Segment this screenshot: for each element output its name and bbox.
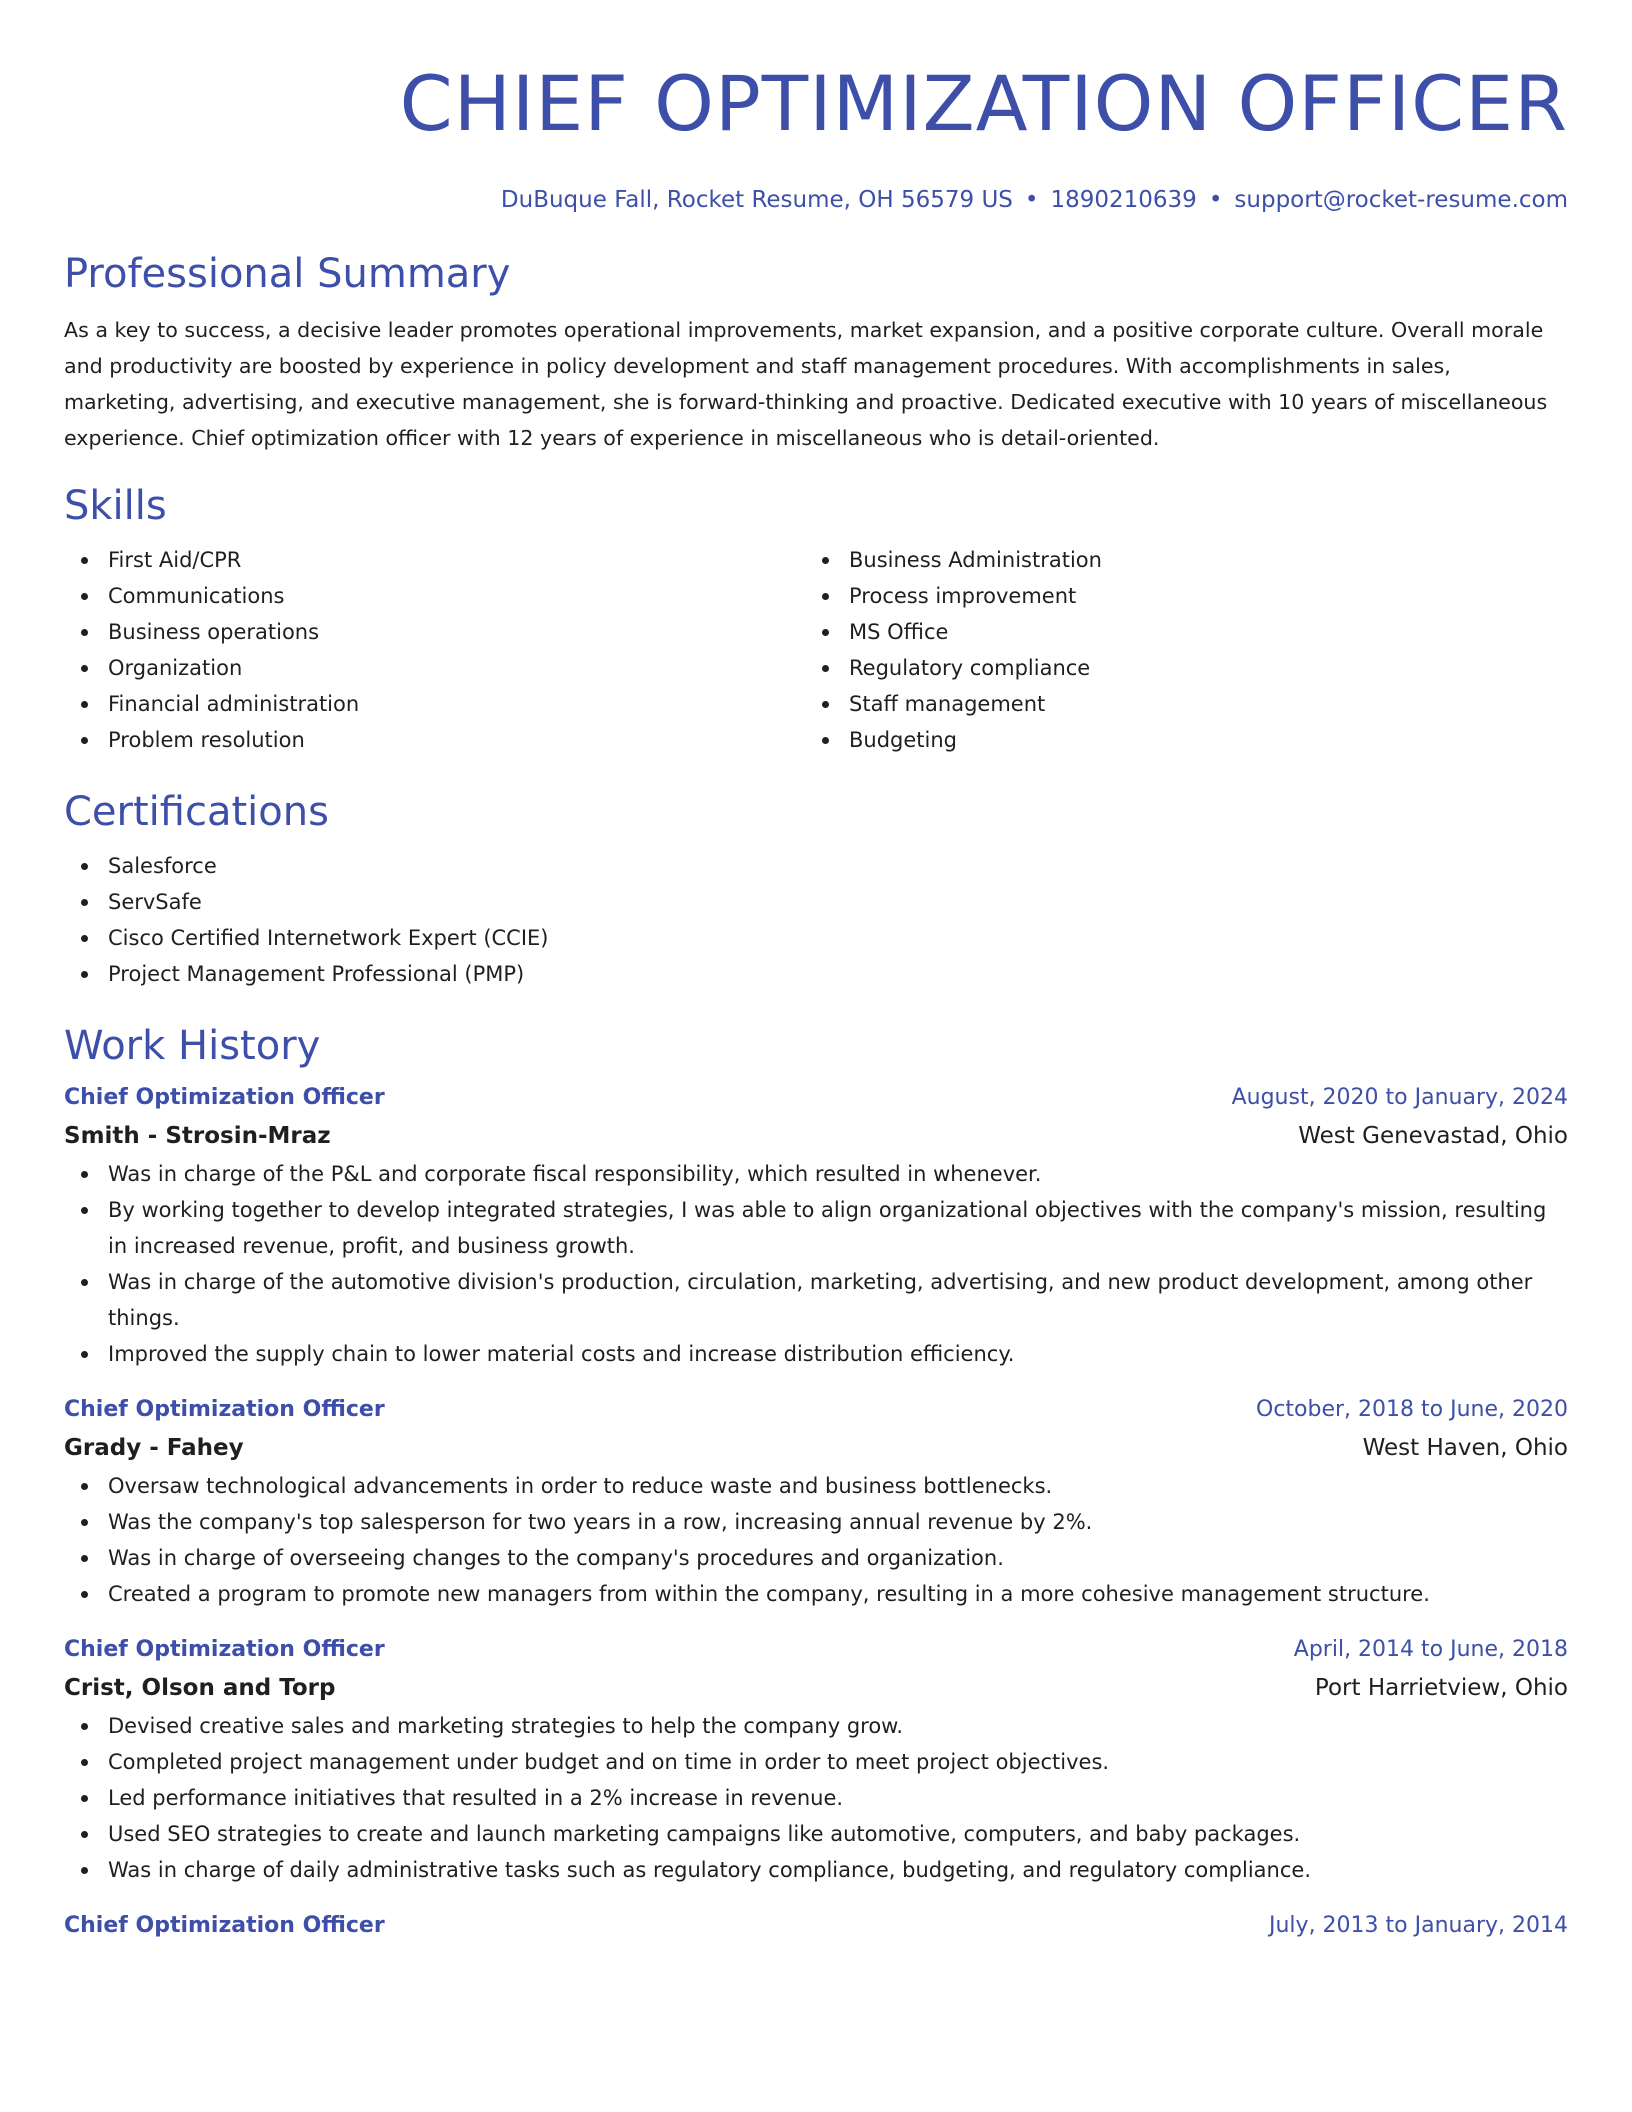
skill-item: First Aid/CPR [64, 542, 805, 578]
job-bullet: Completed project management under budget and on time in order to meet project objectives. [64, 1744, 1568, 1780]
job-entry [64, 1632, 1568, 1888]
job-bullet: Was in charge of the automotive division's production, circulation, marketing, advertising, and new product development, among other things. [64, 1264, 1568, 1336]
job-header-row [64, 1392, 1568, 1428]
job-dates: July, 2013 to January, 2014 [1269, 1913, 1568, 1938]
job-company: Smith - Strosin-Mraz [64, 1123, 331, 1149]
job-location: West Haven, Ohio [1362, 1435, 1568, 1461]
job-company-row [64, 1116, 1568, 1156]
skills-heading: Skills [64, 483, 167, 529]
job-entry [64, 1908, 1568, 1944]
summary-text: As a key to success, a decisive leader promotes operational improvements, market expansion, and a positive corporate culture. Overall morale and productivity are boosted by experience in policy development and staff management procedures. With accomplishments in sales, marketing, advertising, and executive management, she is forward-thinking and proactive. Dedicated executive with 10 years of miscellaneous experience. Chief optimization officer with 12 years of experience in miscellaneous who is detail-oriented. [64, 318, 1548, 450]
resume-header [64, 0, 1568, 214]
job-bullet: Improved the supply chain to lower material costs and increase distribution efficiency. [64, 1336, 1568, 1372]
job-title: Chief Optimization Officer [64, 1913, 385, 1938]
certifications-heading: Certifications [64, 789, 329, 835]
job-header-row [64, 1908, 1568, 1944]
job-bullet: By working together to develop integrated strategies, I was able to align organizational objectives with the company's mission, resulting in increased revenue, profit, and business growth. [64, 1192, 1568, 1264]
job-bullet: Was in charge of overseeing changes to the company's procedures and organization. [64, 1540, 1568, 1576]
job-header-row [64, 1632, 1568, 1668]
skill-item: Business Administration [805, 542, 1568, 578]
job-bullet: Led performance initiatives that resulted in a 2% increase in revenue. [64, 1780, 1568, 1816]
skill-item: Financial administration [64, 686, 805, 722]
job-bullet: Was the company's top salesperson for two years in a row, increasing annual revenue by 2%. [64, 1504, 1568, 1540]
skills-list-right [805, 542, 1568, 758]
summary-section [64, 250, 1568, 456]
job-company: Crist, Olson and Torp [64, 1675, 336, 1701]
skill-item: MS Office [805, 614, 1568, 650]
skill-item: Budgeting [805, 722, 1568, 758]
job-title: Chief Optimization Officer [64, 1397, 385, 1422]
skill-item: Regulatory compliance [805, 650, 1568, 686]
certifications-list [64, 848, 1568, 992]
job-bullets [64, 1708, 1568, 1888]
skill-item: Problem resolution [64, 722, 805, 758]
job-bullets [64, 1156, 1568, 1372]
resume-title: CHIEF OPTIMIZATION OFFICER [399, 59, 1568, 148]
job-header-row [64, 1080, 1568, 1116]
skill-item: Process improvement [805, 578, 1568, 614]
job-bullet: Was in charge of daily administrative tasks such as regulatory compliance, budgeting, and regulatory compliance. [64, 1852, 1568, 1888]
job-bullet: Oversaw technological advancements in order to reduce waste and business bottlenecks. [64, 1468, 1568, 1504]
job-dates: October, 2018 to June, 2020 [1256, 1397, 1568, 1422]
contact-phone: 1890210639 [1050, 187, 1197, 213]
certification-item: ServSafe [64, 884, 1568, 920]
certification-item: Project Management Professional (PMP) [64, 956, 1568, 992]
job-bullet: Devised creative sales and marketing strategies to help the company grow. [64, 1708, 1568, 1744]
certification-item: Salesforce [64, 848, 1568, 884]
job-bullets [64, 1468, 1568, 1612]
job-title: Chief Optimization Officer [64, 1637, 385, 1662]
work-history-heading: Work History [64, 1023, 321, 1069]
work-history-section [64, 1022, 1568, 1944]
job-bullet: Used SEO strategies to create and launch marketing campaigns like automotive, computers, and baby packages. [64, 1816, 1568, 1852]
contact-address: DuBuque Fall, Rocket Resume, OH 56579 US [500, 187, 1013, 213]
skills-grid [64, 542, 1568, 758]
job-company-row [64, 1428, 1568, 1468]
skill-item: Staff management [805, 686, 1568, 722]
certifications-section [64, 788, 1568, 992]
job-bullet: Created a program to promote new managers from within the company, resulting in a more cohesive management structure. [64, 1576, 1568, 1612]
skill-item: Organization [64, 650, 805, 686]
job-location: Port Harrietview, Ohio [1314, 1675, 1568, 1701]
job-dates: August, 2020 to January, 2024 [1231, 1085, 1568, 1110]
contact-email[interactable]: support@rocket-resume.com [1234, 187, 1568, 213]
summary-heading: Professional Summary [64, 251, 511, 297]
job-dates: April, 2014 to June, 2018 [1293, 1637, 1568, 1662]
job-company-row [64, 1668, 1568, 1708]
contact-separator: • [1208, 187, 1223, 213]
certification-item: Cisco Certified Internetwork Expert (CCIE) [64, 920, 1568, 956]
job-company: Grady - Fahey [64, 1435, 244, 1461]
contact-line [64, 186, 1568, 214]
skill-item: Business operations [64, 614, 805, 650]
job-entry [64, 1392, 1568, 1612]
skills-section [64, 482, 1568, 758]
job-location: West Genevastad, Ohio [1298, 1123, 1568, 1149]
skill-item: Communications [64, 578, 805, 614]
job-entry [64, 1080, 1568, 1372]
job-bullet: Was in charge of the P&L and corporate fiscal responsibility, which resulted in whenever. [64, 1156, 1568, 1192]
contact-separator: • [1024, 187, 1039, 213]
job-title: Chief Optimization Officer [64, 1085, 385, 1110]
skills-list-left [64, 542, 805, 758]
